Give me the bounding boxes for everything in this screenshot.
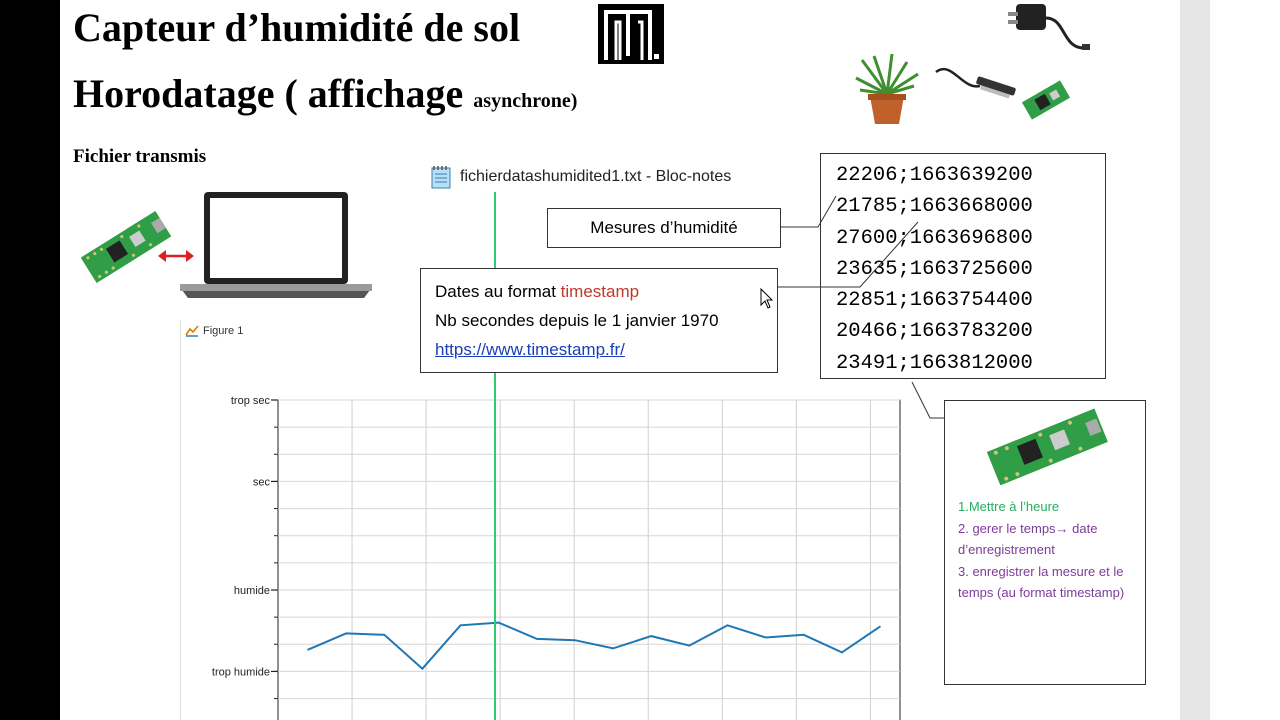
mesures-callout: Mesures d’humidité	[547, 208, 781, 248]
chart-y-tick-label: trop humide	[211, 666, 270, 679]
chart-data-point	[841, 652, 843, 654]
title-line-2-main: Horodatage ( affichage	[73, 71, 464, 116]
right-margin	[1210, 0, 1280, 720]
notepad-line: 23635;1663725600	[836, 257, 1033, 281]
step-2	[958, 518, 1138, 561]
brand-logo	[598, 4, 664, 64]
chart-y-tick-label: sec	[252, 476, 270, 489]
soil-sensor-icon	[932, 60, 1022, 108]
chart-data-point	[612, 648, 614, 650]
chart-data-point	[650, 635, 652, 637]
subtitle: Fichier transmis	[73, 146, 207, 167]
chart-data-point	[460, 624, 462, 626]
figure-icon	[185, 325, 199, 337]
notepad-icon	[430, 165, 452, 189]
chart-data-point	[536, 638, 538, 640]
figure-title[interactable]	[185, 325, 243, 337]
chart-data-point	[879, 626, 881, 628]
notepad-line: 23491;1663812000	[836, 351, 1033, 375]
chart-data-point	[383, 634, 385, 636]
title-line-1: Capteur d’humidité de sol	[73, 5, 521, 50]
dates-prefix: Dates au format	[435, 282, 561, 301]
timestamp-highlight: timestamp	[560, 282, 640, 301]
steps-list	[958, 496, 1138, 604]
dates-callout	[420, 268, 778, 373]
chart-data-point	[727, 624, 729, 626]
step-2-text: 2. gerer le temps	[958, 520, 1056, 536]
chart-data-point	[498, 622, 500, 624]
chart-data-point	[345, 633, 347, 635]
notepad-window-title[interactable]	[430, 164, 731, 190]
chart-data-point	[422, 668, 424, 670]
notepad-content[interactable]	[820, 153, 1106, 379]
step-2-arrow-icon: →	[1055, 520, 1069, 536]
chart-data-point	[689, 645, 691, 647]
laptop-icon	[180, 190, 372, 300]
power-adapter-icon	[1006, 0, 1092, 58]
title-line-2	[73, 70, 577, 125]
microcontroller-board-icon	[983, 407, 1111, 485]
chart-data-point	[574, 639, 576, 641]
notepad-line: 27600;1663696800	[836, 226, 1033, 250]
notepad-title-text: fichierdatashumidited1.txt - Bloc-notes	[460, 168, 732, 185]
step-2-rest: date d’enregistrement	[958, 520, 1098, 557]
notepad-line: 22851;1663754400	[836, 289, 1033, 313]
notepad-line: 22206;1663639200	[836, 164, 1033, 187]
step-1: 1.Mettre à l’heure	[958, 499, 1060, 514]
plant-icon	[852, 54, 922, 126]
chart-data-point	[307, 649, 309, 651]
title-line-2-small: asynchrone)	[473, 90, 578, 112]
dates-line	[435, 277, 763, 306]
notepad-line: 20466;1663783200	[836, 320, 1033, 344]
figure-title-text: Figure 1	[203, 325, 244, 337]
nb-secondes-line: Nb secondes depuis le 1 janvier 1970	[435, 311, 719, 330]
slide	[60, 0, 1180, 720]
microcontroller-board-icon	[1018, 72, 1074, 128]
chart-data-point	[765, 637, 767, 639]
scrollbar[interactable]	[1180, 0, 1210, 720]
mouse-cursor-icon	[760, 288, 774, 310]
timestamp-link[interactable]: https://www.timestamp.fr/	[435, 340, 625, 359]
steps-panel	[944, 400, 1146, 685]
notepad-line: 21785;1663668000	[836, 195, 1033, 219]
humidity-line-chart	[180, 320, 920, 720]
step-3: 3. enregistrer la mesure et le temps (au format timestamp)	[958, 563, 1125, 600]
microcontroller-board-icon	[78, 200, 174, 294]
chart-y-tick-label: trop sec	[230, 395, 270, 407]
chart-y-tick-label: humide	[233, 585, 270, 597]
chart-data-point	[803, 634, 805, 636]
